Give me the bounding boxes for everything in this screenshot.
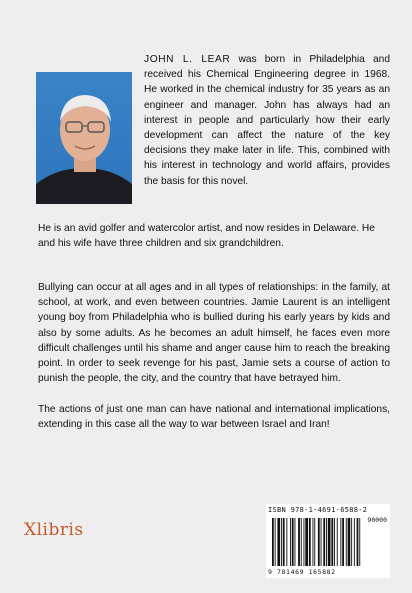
author-bio (38, 52, 390, 204)
price-code: 90000 (367, 516, 387, 524)
barcode-bars (270, 518, 388, 568)
publisher-logo: Xlibris (24, 520, 84, 540)
implications-paragraph: The actions of just one man can have national and international implications, extending in this case all the way to war between Israel and Iran! (38, 404, 390, 431)
author-bio-second: He is an avid golfer and watercolor artist, and now resides in Delaware. He and his wife have three children and six grandchildren. (38, 223, 375, 250)
author-name: JOHN L. LEAR (144, 54, 231, 65)
barcode-digits: 9 781469 165882 (268, 568, 336, 576)
author-bio-text: was born in Philadelphia and received his Chemical Engineering degree in 1968. He worked in the chemical industry for 35 years as an engineer and manager. John has always had an interest in people and particularly how their early development can affect the nature of the key decisions they make later in life. This, combined with his interest in technology and world affairs, provides the basis for this novel. (144, 54, 390, 187)
isbn-barcode (266, 504, 390, 578)
isbn-label: ISBN 978-1-4691-6588-2 (268, 506, 368, 514)
synopsis-paragraph: Bullying can occur at all ages and in all types of relationships: in the family, at school, at work, and even between countries. Jamie Laurent is an intelligent young boy from Philadelphia who is bullied during his early years by kids and also by some adults. As he becomes an adult himself, he faces even more difficult challenges until his shame and anger cause him to reach the breaking point. In order to seek revenge for his past, Jamie sets a course of action to punish the people, the city, and the country that have betrayed him. (38, 282, 390, 385)
